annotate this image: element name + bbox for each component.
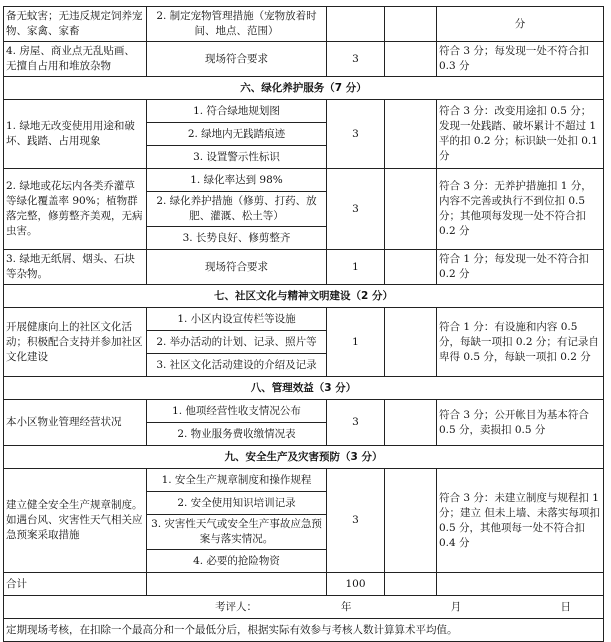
notes-cell: 符合 1 分；每发现一处不符合扣 0.2 分 — [437, 250, 604, 285]
notes-cell: 符合 3 分：改变用途扣 0.5 分；发现一处践踏、破坏累计不超过 1 平的扣 0.2 分；标识缺一处扣 0.1 分 — [437, 100, 604, 169]
day-label: 日 — [560, 600, 571, 613]
empty-cell — [147, 573, 327, 596]
actual-score-cell — [385, 100, 437, 169]
section-title: 七、社区文化与精神文明建设（2 分） — [4, 285, 604, 308]
criteria-cell: 3. 绿地无纸屑、烟头、石块等杂物。 — [4, 250, 147, 285]
footnote-row — [4, 619, 604, 642]
actual-score-cell — [385, 42, 437, 77]
table-row — [4, 400, 604, 423]
reviewer-cell — [4, 596, 604, 619]
measure-cell: 现场符合要求 — [147, 42, 327, 77]
section-header — [4, 446, 604, 469]
measure-cell: 1. 他项经营性收支情况公布 — [147, 400, 327, 423]
section-title: 九、安全生产及灾害预防（3 分） — [4, 446, 604, 469]
actual-score-cell — [385, 469, 437, 573]
total-label: 合计 — [4, 573, 147, 596]
criteria-cell: 本小区物业管理经营状况 — [4, 400, 147, 446]
measure-cell: 1. 符合绿地规划图 — [147, 100, 327, 123]
score-cell: 3 — [327, 469, 385, 573]
table-row — [4, 469, 604, 492]
measure-cell: 2. 举办活动的计划、记录、照片等 — [147, 331, 327, 354]
section-header — [4, 77, 604, 100]
criteria-cell: 1. 绿地无改变使用用途和破坏、践踏、占用现象 — [4, 100, 147, 169]
section-title: 六、绿化养护服务（7 分） — [4, 77, 604, 100]
score-cell: 3 — [327, 100, 385, 169]
actual-score-cell — [385, 400, 437, 446]
score-cell: 3 — [327, 42, 385, 77]
total-row — [4, 573, 604, 596]
score-cell: 3 — [327, 400, 385, 446]
measure-cell: 2. 制定宠物管理措施（宠物放着时间、地点、范围） — [147, 7, 327, 42]
measure-cell: 3. 长势良好、修剪整齐 — [147, 227, 327, 250]
table-row — [4, 169, 604, 192]
table-row — [4, 7, 604, 42]
measure-cell: 1. 安全生产规章制度和操作规程 — [147, 469, 327, 492]
measure-cell: 3. 社区文化活动建设的介绍及记录 — [147, 354, 327, 377]
table-row — [4, 308, 604, 331]
measure-cell: 现场符合要求 — [147, 250, 327, 285]
table-row — [4, 100, 604, 123]
actual-score-cell — [385, 169, 437, 250]
section-title: 八、管理效益（3 分） — [4, 377, 604, 400]
score-cell — [327, 7, 385, 42]
criteria-cell: 开展健康向上的社区文化活动；积极配合支持并参加社区文化建设 — [4, 308, 147, 377]
measure-cell: 4. 必要的抢险物资 — [147, 550, 327, 573]
measure-cell: 2. 安全使用知识培训记录 — [147, 492, 327, 515]
criteria-cell: 备无蚊害；无违反规定饲养宠物、家禽、家畜 — [4, 7, 147, 42]
table-row — [4, 250, 604, 285]
measure-cell: 2. 物业服务费收缴情况表 — [147, 423, 327, 446]
criteria-cell: 2. 绿地或花坛内各类乔灌草等绿化覆盖率 90%；植物群落完整，修剪整齐美观，无病虫害。 — [4, 169, 147, 250]
reviewer-row — [4, 596, 604, 619]
measure-cell: 3. 灾害性天气或安全生产事故应急预案与落实情况。 — [147, 515, 327, 550]
measure-cell: 1. 小区内设宣传栏等设施 — [147, 308, 327, 331]
measure-cell: 1. 绿化率达到 98% — [147, 169, 327, 192]
score-cell: 1 — [327, 250, 385, 285]
actual-score-cell — [385, 250, 437, 285]
measure-cell: 2. 绿地内无践踏痕迹 — [147, 123, 327, 146]
actual-score-cell — [385, 7, 437, 42]
measure-cell: 2. 绿化养护措施（修剪、打药、放肥、灌溉、松土等） — [147, 192, 327, 227]
evaluation-table — [3, 6, 604, 642]
section-header — [4, 285, 604, 308]
table-row — [4, 42, 604, 77]
score-cell: 1 — [327, 308, 385, 377]
notes-cell: 符合 1 分：有设施和内容 0.5 分，每缺一项扣 0.2 分；有记录自卑得 0.5 分，每缺一项扣 0.2 分 — [437, 308, 604, 377]
empty-cell — [437, 573, 604, 596]
notes-cell: 符合 3 分；公开帐目为基本符合 0.5 分，卖损扣 0.5 分 — [437, 400, 604, 446]
criteria-cell: 4. 房屋、商业点无乱贴画、无擅自占用和堆放杂物 — [4, 42, 147, 77]
notes-cell: 符合 3 分：未建立制度与规程扣 1 分；建立 但未上墙、未落实每项扣 0.5 分，其他项每一处不符合扣 0.4 分 — [437, 469, 604, 573]
score-cell: 3 — [327, 169, 385, 250]
actual-score-cell — [385, 308, 437, 377]
notes-cell: 符合 3 分；每发现一处不符合扣 0.3 分 — [437, 42, 604, 77]
measure-cell: 3. 设置警示性标识 — [147, 146, 327, 169]
year-label: 年 — [341, 600, 352, 613]
criteria-cell: 建立健全安全生产规章制度。如遇台风、灾害性天气相关应急预案采取措施 — [4, 469, 147, 573]
month-label: 月 — [450, 600, 462, 613]
notes-cell: 分 — [437, 7, 604, 42]
reviewer-label: 考评人： — [215, 600, 257, 613]
notes-cell: 符合 3 分：无养护措施扣 1 分，内容不完善或执行不到位扣 0.5 分；其他项每发现一处不符合扣 0.2 分 — [437, 169, 604, 250]
section-header — [4, 377, 604, 400]
empty-cell — [385, 573, 437, 596]
footnote: 定期现场考核，在扣除一个最高分和一个最低分后，根据实际有效参与考核人数计算算术平均值。 — [4, 619, 604, 642]
total-value: 100 — [327, 573, 385, 596]
